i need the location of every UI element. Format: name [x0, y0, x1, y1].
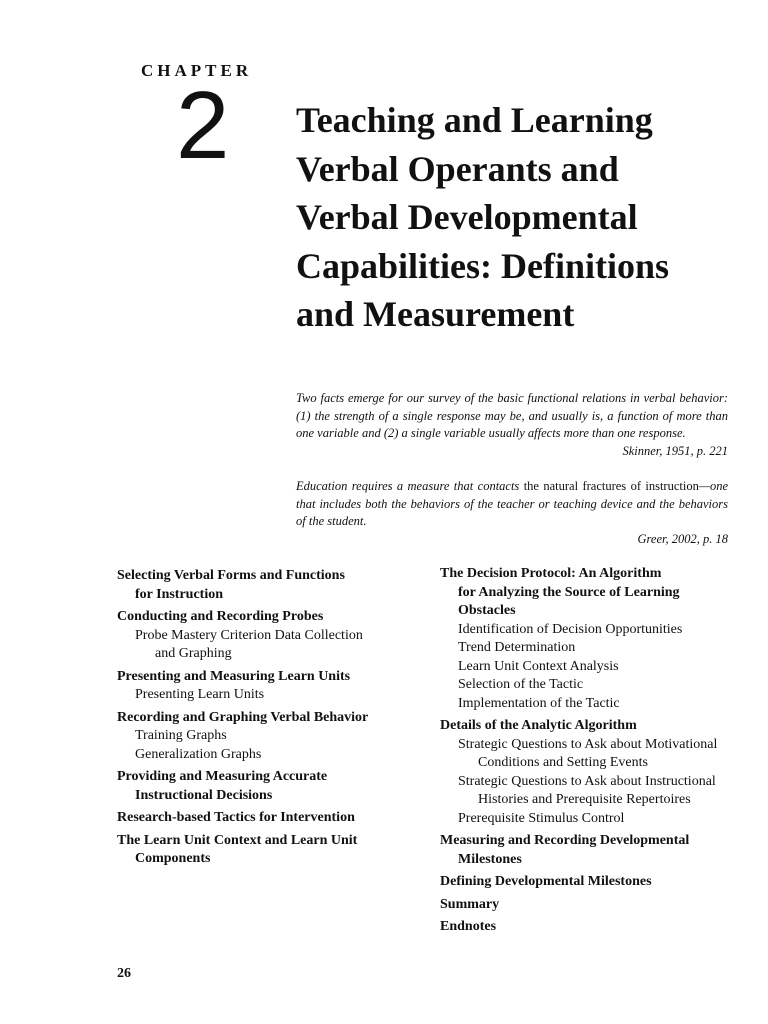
epigraph-text-part: —one that includes both the behaviors of the teacher or teaching device and the behaviors of the student. — [296, 479, 729, 528]
contents-heading — [117, 709, 417, 728]
epigraph-citation: Greer, 2002, p. 18 — [637, 531, 728, 546]
contents-heading-line: Components — [135, 851, 211, 866]
contents-heading-line: Obstacles — [458, 603, 516, 618]
contents-heading-line: Milestones — [458, 851, 522, 867]
contents-heading-line: Details of the Analytic Algorithm — [440, 718, 637, 733]
contents-heading — [440, 918, 740, 937]
chapter-title-line: Verbal Developmental — [296, 197, 638, 237]
contents-heading — [117, 809, 417, 828]
contents-heading-line: Defining Developmental Milestones — [440, 874, 652, 889]
contents-entry — [117, 832, 417, 869]
contents-heading — [440, 873, 740, 892]
chapter-title — [296, 96, 736, 339]
contents-heading — [117, 608, 417, 627]
contents-subheading: Prerequisite Stimulus Control — [458, 810, 625, 826]
contents-subheading: Presenting Learn Units — [135, 687, 265, 702]
contents-subheading: Selection of the Tactic — [458, 677, 584, 692]
contents-entry — [117, 608, 417, 664]
contents-heading-line: Providing and Measuring Accurate — [117, 769, 328, 784]
contents-heading — [440, 565, 740, 621]
contents-heading-line: Measuring and Recording Developmental — [440, 833, 690, 848]
contents-heading-line: for Instruction — [135, 586, 224, 602]
contents-heading-line: Recording and Graphing Verbal Behavior — [117, 709, 369, 725]
contents-heading-line: Instructional Decisions — [135, 787, 273, 803]
page-number: 26 — [117, 966, 131, 981]
contents-heading-line: Selecting Verbal Forms and Functions — [117, 568, 345, 583]
contents-heading-line: Endnotes — [440, 919, 497, 934]
contents-entry — [440, 717, 740, 828]
contents-subheading: Trend Determination — [458, 640, 576, 655]
contents-heading — [440, 717, 740, 736]
contents-heading — [117, 832, 417, 869]
contents-subheading: Histories and Prerequisite Repertoires — [478, 792, 691, 807]
contents-heading — [117, 668, 417, 687]
contents-entry — [440, 832, 740, 869]
chapter-label: CHAPTER — [141, 61, 253, 80]
epigraph-greer — [296, 478, 728, 548]
contents-heading-line: The Decision Protocol: An Algorithm — [440, 566, 662, 581]
contents-heading — [117, 768, 417, 805]
epigraph-skinner — [296, 390, 728, 460]
contents-subheading: Conditions and Setting Events — [478, 755, 648, 770]
contents-entry — [117, 809, 417, 828]
contents-heading-line: Conducting and Recording Probes — [117, 609, 324, 624]
chapter-title-line: and Measurement — [296, 294, 575, 334]
epigraph-citation: Skinner, 1951, p. 221 — [622, 443, 728, 458]
chapter-title-line: Teaching and Learning — [296, 100, 653, 140]
epigraph-text: Two facts emerge for our survey of the basic functional relations in verbal behavior: (1) the strength of a single response may be, and usually is, a function of more than one variable and (2) a single variable usually affects more than one response. — [296, 391, 728, 440]
contents-entry — [117, 567, 417, 604]
chapter-title-line: Capabilities: Definitions — [296, 245, 670, 286]
contents-entry — [117, 768, 417, 805]
contents-entry — [440, 873, 740, 892]
contents-heading — [117, 567, 417, 604]
contents-entry — [440, 896, 740, 915]
contents-entry — [440, 918, 740, 937]
contents-heading — [440, 896, 740, 915]
contents-heading-line: for Analyzing the Source of Learning — [458, 584, 680, 600]
contents-subheading: Identification of Decision Opportunities — [458, 621, 683, 637]
contents-subheading: Generalization Graphs — [135, 746, 262, 762]
contents-heading — [440, 832, 740, 869]
contents-subheading: Learn Unit Context Analysis — [458, 658, 619, 674]
epigraph-text — [296, 478, 728, 531]
contents-right-column — [440, 565, 740, 941]
contents-left-column — [117, 567, 417, 873]
contents-heading-line: The Learn Unit Context and Learn Unit — [117, 832, 358, 848]
contents-subheading: and Graphing — [155, 646, 232, 661]
epigraph-text-part: Education requires a measure that contacts — [296, 479, 520, 493]
epigraph-text-part: the natural fractures of instruction — [519, 479, 699, 493]
contents-subheading: Probe Mastery Criterion Data Collection — [135, 627, 363, 643]
chapter-number: 2 — [176, 72, 230, 179]
contents-entry — [117, 668, 417, 705]
contents-heading-line: Summary — [440, 896, 500, 912]
contents-subheading: Strategic Questions to Ask about Instructional — [458, 773, 716, 789]
contents-subheading: Implementation of the Tactic — [458, 695, 620, 711]
contents-heading-line: Presenting and Measuring Learn Units — [117, 668, 351, 684]
chapter-title-line: Verbal Operants and — [296, 148, 619, 189]
contents-subheading: Strategic Questions to Ask about Motivational — [458, 736, 718, 752]
contents-heading-line: Research-based Tactics for Intervention — [117, 810, 355, 825]
contents-entry — [440, 565, 740, 713]
contents-entry — [117, 709, 417, 765]
contents-subheading: Training Graphs — [135, 728, 227, 743]
